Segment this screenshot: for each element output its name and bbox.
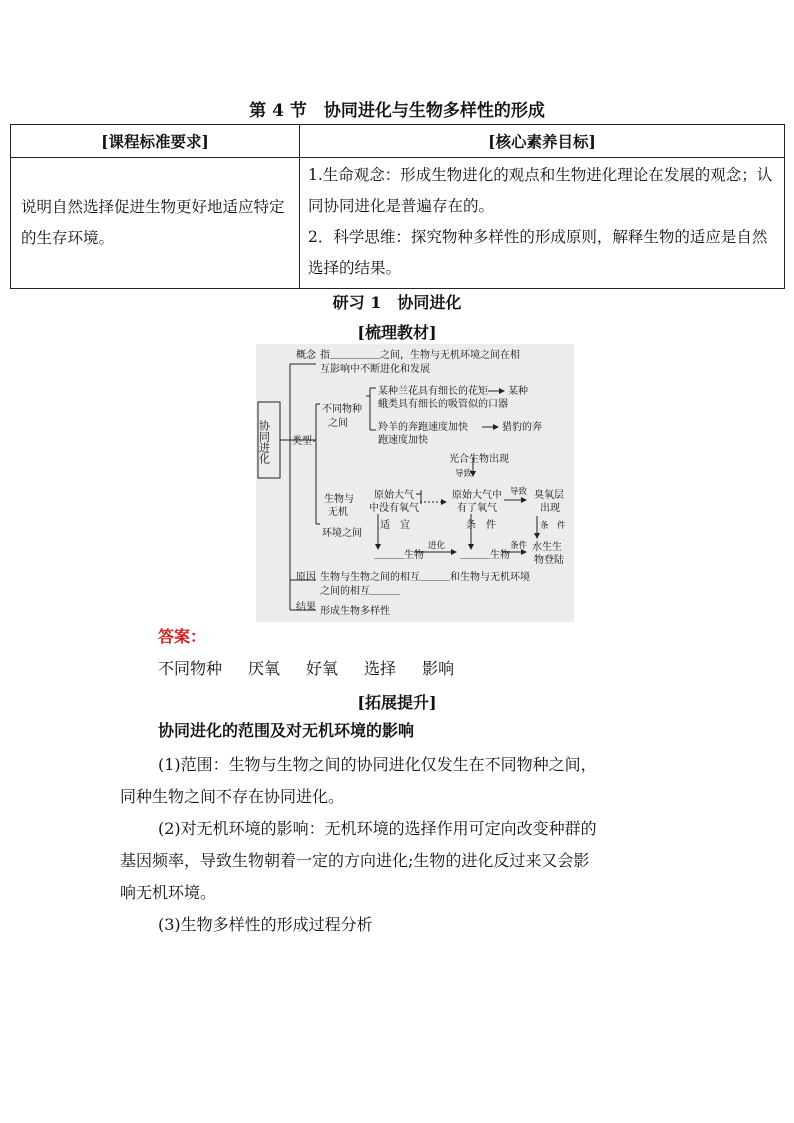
standards-cell: 说明自然选择促进生物更好地适应特定的生存环境。 (11, 158, 300, 289)
reason-label: 原因 (296, 572, 316, 583)
org-2: ＿＿＿生物 (460, 550, 510, 561)
root-text-1: 协同进化 (257, 420, 271, 464)
prim-o2-1: 原始大气中 (452, 490, 502, 501)
bio-env-3: 环境之间 (322, 528, 362, 539)
example-1-arrow-to: 某种 (508, 386, 528, 397)
example-2-arrow-to: 猎豹的奔 (502, 422, 542, 433)
example-2-line-2: 跑速度加快 (378, 435, 428, 446)
concept-label: 概念 (296, 350, 316, 361)
section-title: 研习 1 协同进化 (332, 293, 462, 312)
ozone-2: 出现 (540, 503, 560, 514)
condition-label-3: 条件 (510, 541, 528, 551)
bio-env-2: 无机 (328, 507, 348, 518)
paragraph-2-line-1: (2)对无机环境的影响：无机环境的选择作用可定向改变种群的 (158, 819, 597, 838)
condition-label-2: 条 件 (540, 521, 566, 531)
paragraph-2-line-3: 响无机环境。 (120, 883, 217, 902)
concept-line-1: 指＿＿＿＿＿之间，生物与无机环境之间在相 (320, 350, 520, 361)
answer-item: 不同物种 (158, 659, 223, 678)
prim-no-o2-2: 中没有氧气 (369, 503, 419, 514)
example-1-line-2: 蛾类具有细长的吸管似的口器 (378, 399, 508, 410)
answer-item: 好氧 (306, 659, 339, 678)
between-species-2: 之间 (328, 418, 348, 429)
concept-diagram (256, 344, 574, 622)
land-2: 物登陆 (534, 555, 564, 566)
example-1-line-1: 某种兰花具有细长的花矩 (378, 386, 488, 397)
result-text: 形成生物多样性 (320, 606, 390, 617)
photosynthetic-org: 光合生物出现 (449, 454, 509, 465)
goal-item-1: 1.生命观念：形成生物进化的观点和生物进化理论在发展的观念；认同协同进化是普遍存在的。 (308, 166, 773, 215)
expansion-heading: 协同进化的范围及对无机环境的影响 (158, 721, 415, 740)
expansion-subtitle: [拓展提升] (357, 693, 437, 712)
paragraph-3: (3)生物多样性的形成过程分析 (158, 915, 373, 934)
leads-to-label-2: 导致 (510, 487, 528, 497)
land-1: 水生生 (532, 542, 562, 553)
goals-cell (300, 158, 785, 289)
org-1: ＿＿＿生物 (374, 550, 424, 561)
paragraph-2-line-2: 基因频率，导致生物朝着一定的方向进化;生物的进化反过来又会影 (120, 851, 590, 870)
answer-item: 选择 (364, 659, 397, 678)
goal-item-2: 2．科学思维：探究物种多样性的形成原则，解释生物的适应是自然选择的结果。 (308, 228, 768, 277)
condition-label-1: 条 件 (466, 520, 496, 531)
between-species-1: 不同物种 (322, 404, 362, 415)
page-title: 第 4 节 协同进化与生物多样性的形成 (249, 101, 545, 121)
suit-label: 适 宜 (380, 520, 410, 531)
bio-env-1: 生物与 (324, 494, 354, 505)
example-2-line-1: 羚羊的奔跑速度加快 (378, 422, 468, 433)
paragraph-1-line-1: (1)范围：生物与生物之间的协同进化仅发生在不同物种之间， (158, 755, 597, 774)
answer-label: 答案： (158, 627, 207, 646)
answer-item: 影响 (422, 659, 455, 678)
leads-to-label-1: 导致 (455, 469, 473, 479)
type-label: 类型 (292, 436, 312, 447)
reason-line-1: 生物与生物之间的相互＿＿＿和生物与无机环境 (320, 572, 530, 583)
table-header-goals: [核心素养目标] (300, 125, 785, 158)
ozone-1: 臭氧层 (534, 490, 564, 501)
evolve-label: 进化 (428, 541, 446, 551)
prim-o2-2: 有了氧气 (457, 503, 497, 514)
concept-line-2: 互影响中不断进化和发展 (320, 364, 430, 375)
result-label: 结果 (296, 602, 316, 613)
section-subtitle: [梳理教材] (357, 323, 437, 342)
answer-item: 厌氧 (248, 659, 281, 678)
reason-line-2: 之间的相互＿＿＿ (320, 586, 400, 597)
prim-no-o2-1: 原始大气 (374, 490, 414, 501)
table-header-standards: [课程标准要求] (11, 125, 300, 158)
paragraph-1-line-2: 同种生物之间不存在协同进化。 (120, 787, 345, 806)
answer-list (158, 656, 454, 679)
standards-table (10, 124, 785, 289)
